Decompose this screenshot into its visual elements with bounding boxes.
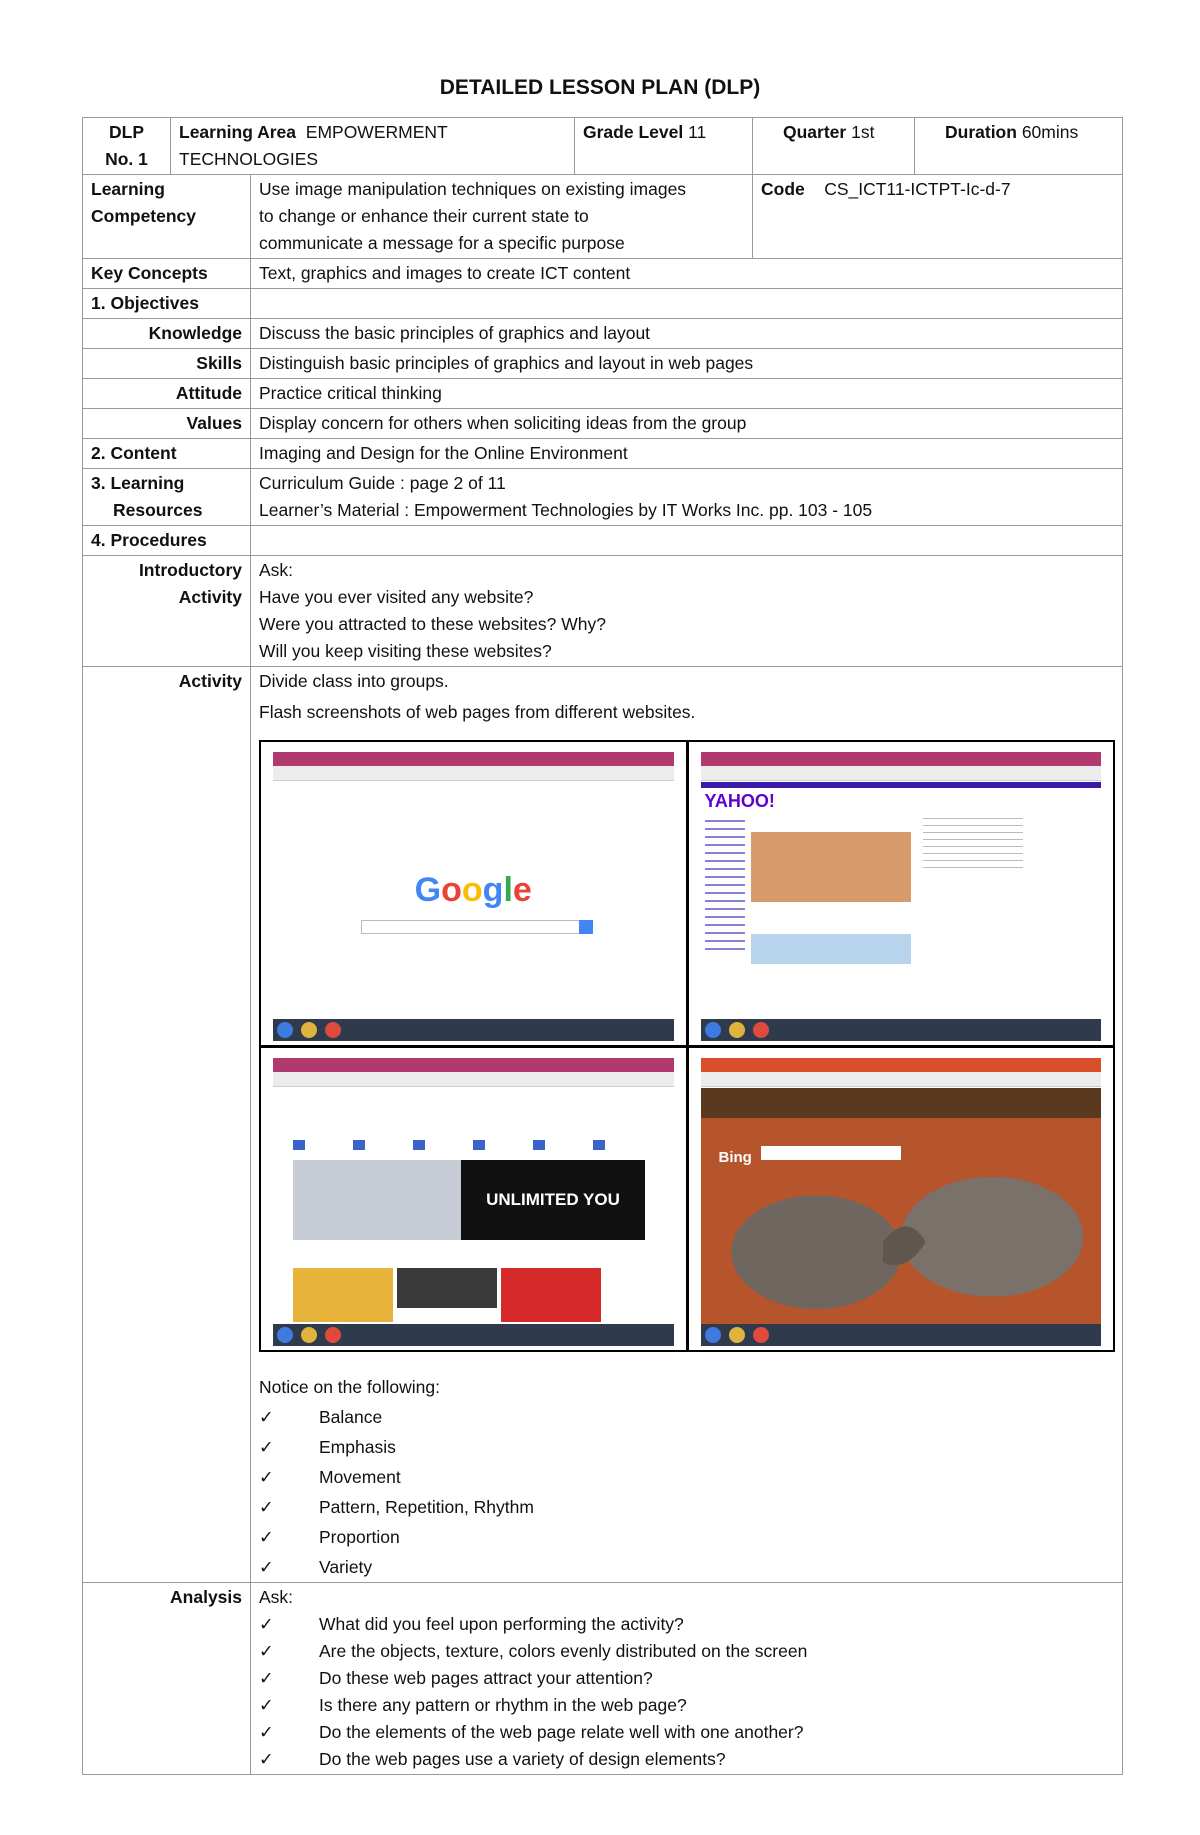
check-icon: ✓ (259, 1467, 274, 1487)
intro-question: Have you ever visited any website? (259, 587, 534, 607)
page-content (701, 782, 1102, 1019)
intro-ask: Ask: (259, 560, 294, 580)
taskbar (273, 1324, 674, 1346)
analysis-cell (251, 1583, 1123, 1775)
page-content (701, 1088, 1102, 1325)
msn-news-tile (293, 1268, 393, 1322)
page-content (273, 782, 674, 1019)
notice-item (259, 1494, 1114, 1521)
address-bar (273, 1072, 674, 1087)
code-label: Code (761, 179, 805, 199)
browser-tabs (273, 1058, 674, 1072)
analysis-item (259, 1665, 1114, 1692)
curriculum-guide: Curriculum Guide : page 2 of 11 (259, 473, 506, 493)
analysis-text: Are the objects, texture, colors evenly distributed on the screen (319, 1641, 808, 1661)
browser-tabs (701, 1058, 1102, 1072)
notice-text: Variety (319, 1557, 373, 1577)
taskbar (273, 1019, 674, 1041)
attitude-label: Attitude (83, 379, 251, 409)
learning-area-value: EMPOWERMENT (305, 122, 448, 142)
yahoo-logo: YAHOO! (704, 791, 775, 811)
code-value: CS_ICT11-ICTPT-Ic-d-7 (824, 179, 1011, 199)
check-icon: ✓ (259, 1527, 274, 1547)
quarter-value: 1st (851, 122, 875, 142)
analysis-item (259, 1638, 1114, 1665)
competency-line-3: communicate a message for a specific purpose (259, 233, 625, 253)
grade-level-cell (575, 118, 753, 175)
msn-news-tile (501, 1268, 601, 1322)
activity-cell (251, 667, 1123, 1583)
intro-activity-cell (251, 556, 1123, 667)
duration-cell (915, 118, 1123, 175)
objectives-empty (251, 289, 1123, 319)
notice-text: Emphasis (319, 1437, 396, 1457)
activity-line: Flash screenshots of web pages from different websites. (259, 702, 696, 722)
ad-text: UNLIMITED YOU (486, 1189, 620, 1209)
notice-item (259, 1464, 1114, 1491)
taskbar (701, 1019, 1102, 1041)
values-label: Values (83, 409, 251, 439)
activity-label: Activity (83, 667, 251, 1583)
bing-search-box (761, 1146, 901, 1160)
key-concepts-value: Text, graphics and images to create ICT content (251, 259, 1123, 289)
address-bar (701, 766, 1102, 781)
lesson-plan-table (82, 117, 1123, 1775)
document-title: DETAILED LESSON PLAN (DLP) (439, 76, 761, 99)
objectives-label: 1. Objectives (83, 289, 251, 319)
attitude-value: Practice critical thinking (251, 379, 1123, 409)
content-row (83, 439, 1123, 469)
resources-label-line2: Resources (113, 500, 203, 520)
duration-label: Duration (945, 122, 1017, 142)
resources-row (83, 469, 1123, 526)
notice-item (259, 1434, 1114, 1461)
skills-row (83, 349, 1123, 379)
msn-quick-links (293, 1140, 613, 1150)
competency-line-2: to change or enhance their current state to (259, 206, 589, 226)
address-bar (273, 766, 674, 781)
learners-material: Learner’s Material : Empowerment Technologies by IT Works Inc. pp. 103 - 105 (259, 500, 873, 520)
content-label: 2. Content (83, 439, 251, 469)
google-logo: Google (414, 871, 532, 909)
msn-ad-banner (461, 1160, 645, 1240)
procedures-empty (251, 526, 1123, 556)
content-value: Imaging and Design for the Online Environment (251, 439, 1123, 469)
dlp-number: No. 1 (105, 149, 148, 169)
check-icon: ✓ (259, 1497, 274, 1517)
activity-row (83, 667, 1123, 1583)
grade-level-value: 11 (688, 122, 707, 142)
analysis-text: Do these web pages attract your attention? (319, 1668, 653, 1688)
intro-label-line2: Activity (178, 587, 242, 607)
analysis-item (259, 1719, 1114, 1746)
browser-tabs (273, 752, 674, 766)
analysis-item (259, 1746, 1114, 1773)
check-icon: ✓ (259, 1614, 274, 1634)
address-bar (701, 1072, 1102, 1087)
analysis-row (83, 1583, 1123, 1775)
notice-text: Pattern, Repetition, Rhythm (319, 1497, 534, 1517)
resources-cell (251, 469, 1123, 526)
competency-label-line2: Competency (91, 206, 197, 226)
msn-news-tile (397, 1268, 497, 1308)
resources-label-cell (83, 469, 251, 526)
yahoo-feature-image (751, 832, 911, 902)
dlp-label: DLP (109, 122, 144, 142)
knowledge-row (83, 319, 1123, 349)
knowledge-label: Knowledge (83, 319, 251, 349)
analysis-label: Analysis (83, 1583, 251, 1775)
check-icon: ✓ (259, 1668, 274, 1688)
attitude-row (83, 379, 1123, 409)
msn-hero-image (293, 1160, 461, 1240)
bing-logo: Bing (718, 1148, 752, 1166)
analysis-text: Is there any pattern or rhythm in the web page? (319, 1695, 687, 1715)
competency-label: Learning (91, 179, 165, 199)
intro-activity-label-cell (83, 556, 251, 667)
duration-value: 60mins (1021, 122, 1079, 142)
notice-text: Balance (319, 1407, 383, 1427)
check-icon: ✓ (259, 1407, 274, 1427)
check-icon: ✓ (259, 1722, 274, 1742)
resources-label: 3. Learning (91, 473, 185, 493)
yahoo-trending (923, 812, 1023, 872)
key-concepts-label: Key Concepts (83, 259, 251, 289)
check-icon: ✓ (259, 1641, 274, 1661)
intro-activity-row (83, 556, 1123, 667)
competency-line-1: Use image manipulation techniques on existing images (259, 179, 687, 199)
bing-header (701, 1088, 1102, 1118)
check-icon: ✓ (259, 1557, 274, 1577)
yahoo-story-image (751, 934, 911, 964)
competency-row (83, 175, 1123, 259)
google-screenshot (261, 742, 686, 1045)
page-content (273, 1088, 674, 1325)
learning-area-label: Learning Area (179, 122, 297, 142)
intro-label: Introductory (138, 560, 242, 580)
grade-level-label: Grade Level (583, 122, 684, 142)
notice-item (259, 1524, 1114, 1551)
procedures-label: 4. Procedures (83, 526, 251, 556)
dlp-number-cell (83, 118, 171, 175)
analysis-ask: Ask: (259, 1587, 294, 1607)
learning-area-cell (171, 118, 575, 175)
objectives-row (83, 289, 1123, 319)
header-row (83, 118, 1123, 175)
search-box (361, 920, 581, 934)
knowledge-value: Discuss the basic principles of graphics and layout (251, 319, 1123, 349)
values-value: Display concern for others when soliciting ideas from the group (251, 409, 1123, 439)
analysis-text: Do the elements of the web page relate well with one another? (319, 1722, 804, 1742)
check-icon: ✓ (259, 1437, 274, 1457)
quarter-cell (753, 118, 915, 175)
notice-item (259, 1554, 1114, 1581)
procedures-row (83, 526, 1123, 556)
search-icon (579, 920, 593, 934)
skills-label: Skills (83, 349, 251, 379)
website-screenshots-grid (259, 740, 1115, 1352)
intro-question: Will you keep visiting these websites? (259, 641, 552, 661)
analysis-text: What did you feel upon performing the activity? (319, 1614, 684, 1634)
quarter-label: Quarter (783, 122, 847, 142)
intro-question: Were you attracted to these websites? Why? (259, 614, 606, 634)
yahoo-sidebar (705, 814, 745, 954)
taskbar (701, 1324, 1102, 1346)
notice-item (259, 1404, 1114, 1431)
activity-line: Divide class into groups. (259, 671, 449, 691)
code-cell (753, 175, 1123, 259)
skills-value: Distinguish basic principles of graphics and layout in web pages (251, 349, 1123, 379)
notice-text: Movement (319, 1467, 401, 1487)
analysis-item (259, 1611, 1114, 1638)
analysis-item (259, 1692, 1114, 1719)
key-concepts-row (83, 259, 1123, 289)
notice-text: Proportion (319, 1527, 400, 1547)
browser-tabs (701, 752, 1102, 766)
check-icon: ✓ (259, 1749, 274, 1769)
competency-text-cell (251, 175, 753, 259)
competency-label-cell (83, 175, 251, 259)
yahoo-screenshot (689, 742, 1114, 1045)
check-icon: ✓ (259, 1695, 274, 1715)
learning-area-value-line2: TECHNOLOGIES (179, 149, 319, 169)
bing-screenshot (689, 1048, 1114, 1351)
analysis-text: Do the web pages use a variety of design elements? (319, 1749, 726, 1769)
notice-heading: Notice on the following: (259, 1377, 440, 1397)
msn-screenshot (261, 1048, 686, 1351)
values-row (83, 409, 1123, 439)
